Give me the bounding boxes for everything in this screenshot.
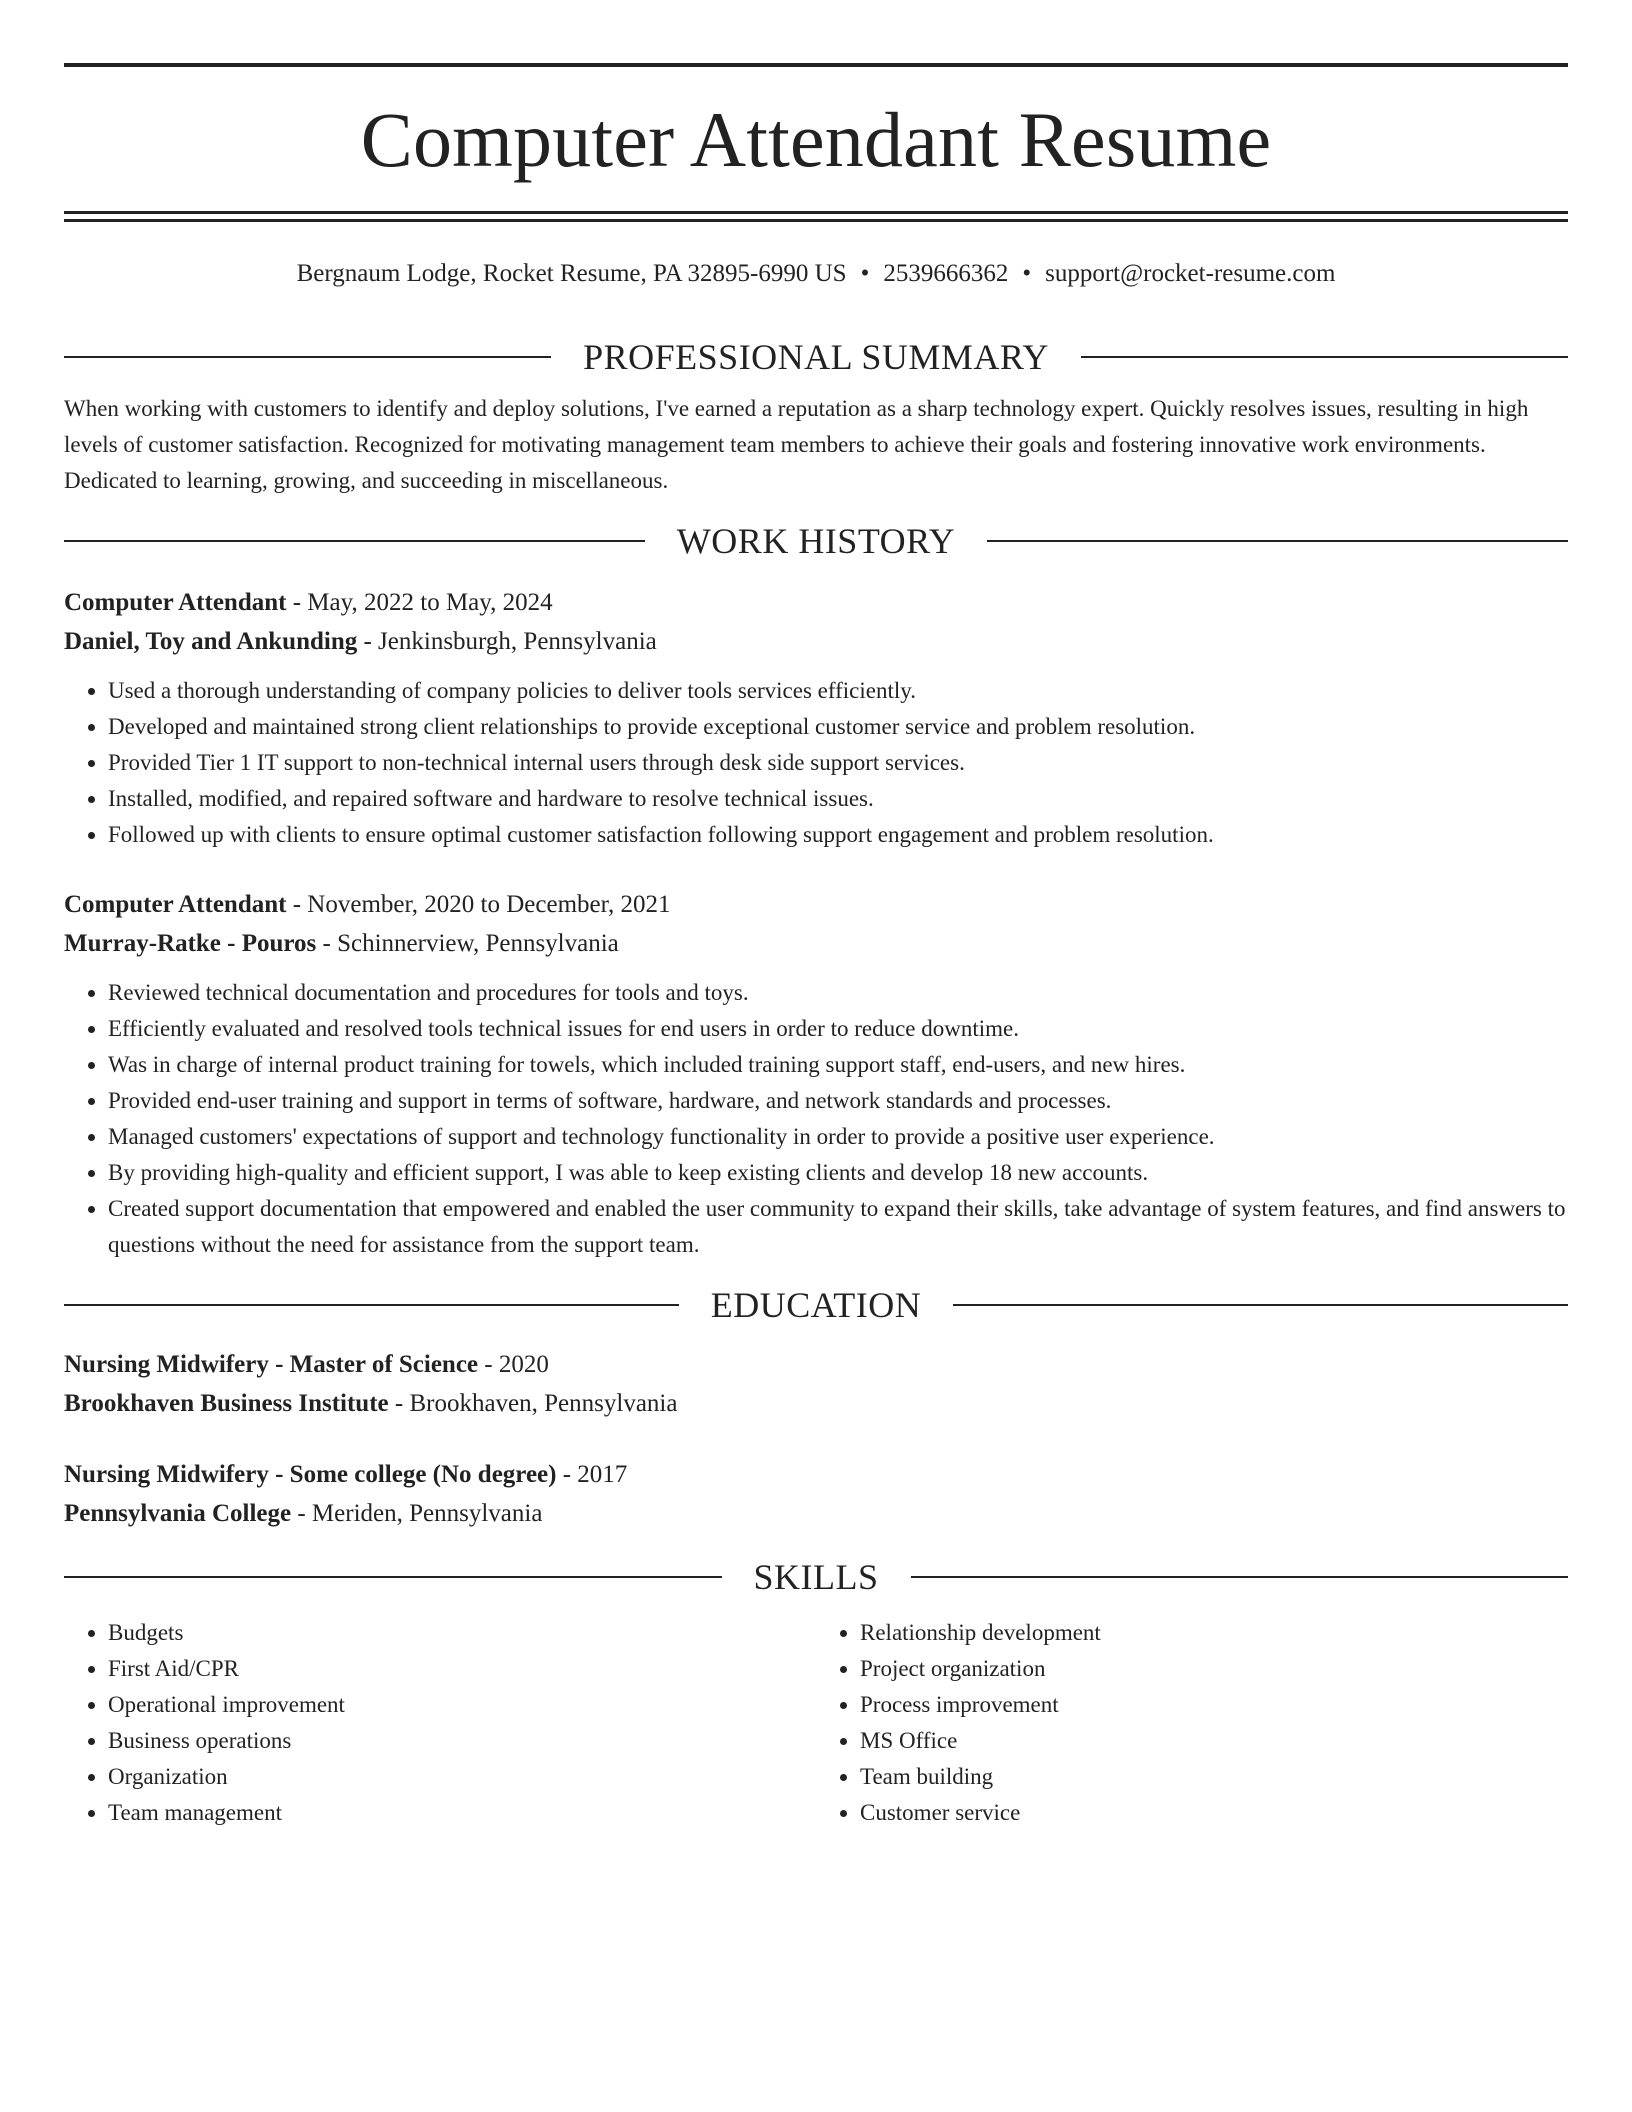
skills-bullets (64, 1615, 816, 1831)
job-title-line (64, 885, 1568, 924)
job-location: - Schinnerview, Pennsylvania (316, 930, 619, 957)
job-company-line (64, 622, 1568, 661)
education-degree-line (64, 1345, 1568, 1384)
heading-rule-right (987, 540, 1568, 542)
job-company: Murray-Ratke - Pouros (64, 930, 317, 957)
job-title: Computer Attendant (64, 891, 287, 918)
skill-item: • Process improvement (860, 1687, 1568, 1723)
skill-item: • Team building (860, 1759, 1568, 1795)
job-company-line (64, 924, 1568, 963)
job-bullet: • Installed, modified, and repaired software and hardware to resolve technical issues. (108, 781, 1568, 817)
skill-item: • Budgets (108, 1615, 816, 1651)
job-title-line (64, 583, 1568, 622)
job-bullet: • Followed up with clients to ensure optimal customer satisfaction following support engagement and problem resolution. (108, 817, 1568, 853)
work-heading-label: WORK HISTORY (676, 521, 956, 561)
skill-item: • Business operations (108, 1723, 816, 1759)
heading-rule-left (64, 1304, 679, 1306)
skill-item: • Relationship development (860, 1615, 1568, 1651)
education-school: Brookhaven Business Institute (64, 1390, 389, 1417)
contact-address: Bergnaum Lodge, Rocket Resume, PA 32895-6990 US (296, 260, 847, 287)
education-location: - Meriden, Pennsylvania (291, 1500, 543, 1527)
job-dates: - November, 2020 to December, 2021 (286, 891, 671, 918)
skill-item: • Project organization (860, 1651, 1568, 1687)
skills-bullets (816, 1615, 1568, 1831)
education-school-line (64, 1384, 1568, 1423)
heading-rule-right (1081, 356, 1568, 358)
job-title: Computer Attendant (64, 589, 287, 616)
skills-heading-label: SKILLS (753, 1557, 879, 1597)
education-entry (64, 1455, 1568, 1533)
skills-list (64, 1615, 1568, 1831)
education-heading-label: EDUCATION (710, 1285, 922, 1325)
job-bullet: • By providing high-quality and efficient support, I was able to keep existing clients and develop 18 new accounts. (108, 1155, 1568, 1191)
contact-phone: 2539666362 (883, 260, 1009, 287)
skill-item: • First Aid/CPR (108, 1651, 816, 1687)
job-entry (64, 583, 1568, 853)
job-bullet: • Provided Tier 1 IT support to non-technical internal users through desk side support services. (108, 745, 1568, 781)
skills-section-heading (64, 1557, 1568, 1597)
job-bullet: • Developed and maintained strong client relationships to provide exceptional customer service and problem resolution. (108, 709, 1568, 745)
education-degree-line (64, 1455, 1568, 1494)
job-bullet: • Was in charge of internal product training for towels, which included training support staff, end-users, and new hires. (108, 1047, 1568, 1083)
education-year: - 2017 (556, 1461, 628, 1488)
skill-item: • MS Office (860, 1723, 1568, 1759)
top-rule (64, 63, 1568, 67)
education-year: - 2020 (478, 1351, 549, 1378)
skills-column-left (64, 1615, 816, 1831)
job-entry (64, 885, 1568, 1263)
skills-column-right (816, 1615, 1568, 1831)
work-section-heading (64, 521, 1568, 561)
education-location: - Brookhaven, Pennsylvania (388, 1390, 678, 1417)
heading-rule-left (64, 356, 551, 358)
heading-rule-left (64, 1576, 722, 1578)
education-section-heading (64, 1285, 1568, 1325)
education-entry (64, 1345, 1568, 1423)
heading-rule-left (64, 540, 645, 542)
job-bullets (64, 673, 1568, 853)
job-company: Daniel, Toy and Ankunding (64, 628, 358, 655)
job-bullet: • Reviewed technical documentation and procedures for tools and toys. (108, 975, 1568, 1011)
skill-item: • Customer service (860, 1795, 1568, 1831)
job-bullet: • Managed customers' expectations of support and technology functionality in order to provide a positive user experience. (108, 1119, 1568, 1155)
summary-heading-label: PROFESSIONAL SUMMARY (583, 337, 1049, 377)
resume-title: Computer Attendant Resume (360, 96, 1272, 183)
education-school: Pennsylvania College (64, 1500, 292, 1527)
title-double-rule (64, 211, 1568, 222)
contact-separator: • (860, 260, 870, 287)
education-school-line (64, 1494, 1568, 1533)
skill-item: • Team management (108, 1795, 816, 1831)
job-bullets (64, 975, 1568, 1263)
skill-item: • Organization (108, 1759, 816, 1795)
contact-line (64, 259, 1568, 289)
heading-rule-right (911, 1576, 1569, 1578)
job-bullet: • Provided end-user training and support in terms of software, hardware, and network standards and processes. (108, 1083, 1568, 1119)
job-bullet: • Efficiently evaluated and resolved tools technical issues for end users in order to reduce downtime. (108, 1011, 1568, 1047)
job-bullet: • Used a thorough understanding of company policies to deliver tools services efficiently. (108, 673, 1568, 709)
job-bullet: • Created support documentation that empowered and enabled the user community to expand their skills, take advantage of system features, and find answers to questions without the need for assistance from the support team. (108, 1191, 1568, 1263)
job-dates: - May, 2022 to May, 2024 (286, 589, 553, 616)
summary-text: When working with customers to identify and deploy solutions, I've earned a reputation as a sharp technology expert. Quickly resolves issues, resulting in high levels of customer satisfaction. Recognized for motivating management team members to achieve their goals and fostering innovative work environments. Dedicated to learning, growing, and succeeding in miscellaneous. (64, 396, 1529, 493)
education-degree: Nursing Midwifery - Master of Science (64, 1351, 479, 1378)
job-location: - Jenkinsburgh, Pennsylvania (357, 628, 657, 655)
skill-item: • Operational improvement (108, 1687, 816, 1723)
contact-separator: • (1022, 260, 1032, 287)
education-degree: Nursing Midwifery - Some college (No degree) (64, 1461, 557, 1488)
contact-email: support@rocket-resume.com (1045, 260, 1336, 287)
summary-section-heading (64, 337, 1568, 377)
heading-rule-right (953, 1304, 1568, 1306)
